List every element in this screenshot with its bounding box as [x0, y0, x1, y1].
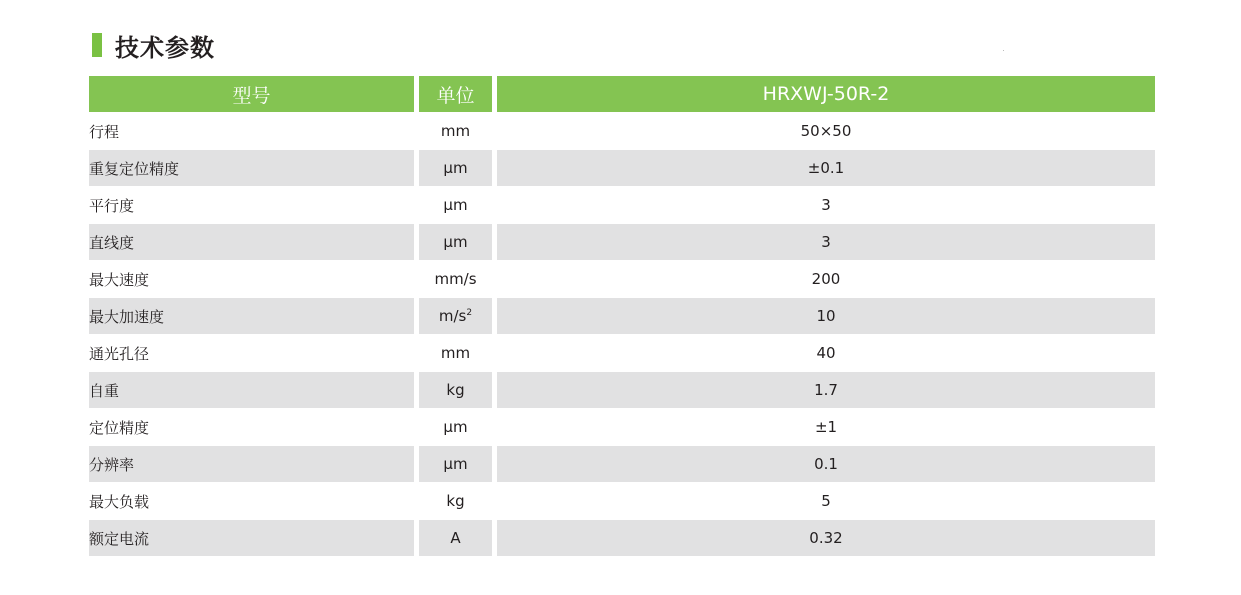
param-name: 最大负载 [89, 483, 414, 519]
table-row [89, 520, 1155, 556]
param-value: 3 [497, 187, 1155, 223]
param-name: 行程 [89, 113, 414, 149]
param-name: 平行度 [89, 187, 414, 223]
spec-table [84, 75, 1160, 557]
param-name: 最大速度 [89, 261, 414, 297]
param-unit: kg [419, 372, 492, 408]
header-model-number: HRXWJ-50R-2 [497, 76, 1155, 112]
param-unit: μm [419, 446, 492, 482]
param-name: 直线度 [89, 224, 414, 260]
param-unit: mm [419, 335, 492, 371]
param-unit: μm [419, 224, 492, 260]
param-name: 定位精度 [89, 409, 414, 445]
table-row [89, 298, 1155, 334]
param-value: 10 [497, 298, 1155, 334]
table-row [89, 224, 1155, 260]
param-value: 200 [497, 261, 1155, 297]
param-name: 最大加速度 [89, 298, 414, 334]
param-unit [419, 298, 492, 334]
param-name: 额定电流 [89, 520, 414, 556]
param-value: 3 [497, 224, 1155, 260]
table-row [89, 113, 1155, 149]
param-name: 自重 [89, 372, 414, 408]
param-value: 0.1 [497, 446, 1155, 482]
section-heading [92, 28, 215, 62]
table-row [89, 409, 1155, 445]
param-unit: μm [419, 409, 492, 445]
param-unit-base: m/s [438, 307, 467, 325]
table-row [89, 261, 1155, 297]
param-unit: A [419, 520, 492, 556]
param-name: 通光孔径 [89, 335, 414, 371]
section-title: 技术参数 [115, 33, 215, 62]
param-value: 50×50 [497, 113, 1155, 149]
table-row [89, 150, 1155, 186]
param-unit: mm/s [419, 261, 492, 297]
decorative-dot [1003, 50, 1004, 51]
param-value: ±1 [497, 409, 1155, 445]
table-row [89, 446, 1155, 482]
table-row [89, 372, 1155, 408]
table-row [89, 335, 1155, 371]
param-unit-exponent: 2 [466, 308, 473, 318]
param-unit: μm [419, 150, 492, 186]
param-value: 40 [497, 335, 1155, 371]
param-value: ±0.1 [497, 150, 1155, 186]
table-header-row [89, 76, 1155, 112]
header-model: 型号 [89, 76, 414, 112]
heading-accent-bar [92, 33, 102, 57]
table-row [89, 483, 1155, 519]
param-name: 重复定位精度 [89, 150, 414, 186]
param-unit: mm [419, 113, 492, 149]
table-row [89, 187, 1155, 223]
header-unit: 单位 [419, 76, 492, 112]
param-name: 分辨率 [89, 446, 414, 482]
param-value: 1.7 [497, 372, 1155, 408]
param-value: 5 [497, 483, 1155, 519]
param-unit: kg [419, 483, 492, 519]
param-unit: μm [419, 187, 492, 223]
param-value: 0.32 [497, 520, 1155, 556]
